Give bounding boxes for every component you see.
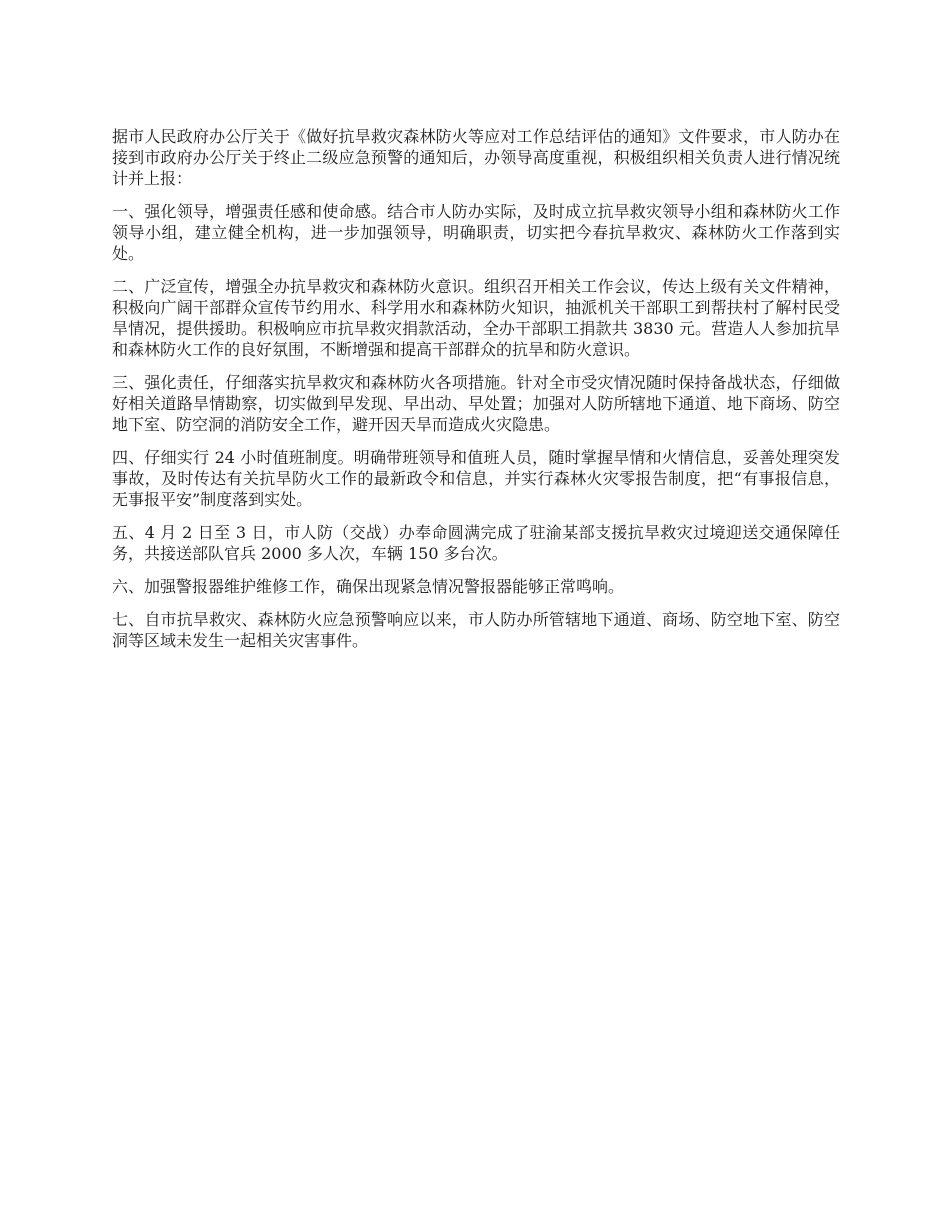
paragraph-item-4: 四、仔细实行 24 小时值班制度。明确带班领导和值班人员，随时掌握旱情和火情信息，妥善处理突发事故，及时传达有关抗旱防火工作的最新政令和信息，并实行森林火灾零报告制度，把“有事报信息，无事报平安”制度落到实处。 (112, 448, 840, 509)
paragraph-item-3: 三、强化责任，仔细落实抗旱救灾和森林防火各项措施。针对全市受灾情况随时保持备战状态，仔细做好相关道路旱情勘察，切实做到早发现、早出动、早处置；加强对人防所辖地下通道、地下商场、防空地下室、防空洞的消防安全工作，避开因天旱而造成火灾隐患。 (112, 373, 840, 434)
paragraph-item-7: 七、自市抗旱救灾、森林防火应急预警响应以来，市人防办所管辖地下通道、商场、防空地下室、防空洞等区域未发生一起相关灾害事件。 (112, 610, 840, 650)
document-body (112, 126, 840, 663)
paragraph-intro: 据市人民政府办公厅关于《做好抗旱救灾森林防火等应对工作总结评估的通知》文件要求，市人防办在接到市政府办公厅关于终止二级应急预警的通知后，办领导高度重视，积极组织相关负责人进行情况统计并上报： (112, 127, 840, 188)
paragraph-item-1: 一、强化领导，增强责任感和使命感。结合市人防办实际，及时成立抗旱救灾领导小组和森林防火工作领导小组，建立健全机构，进一步加强领导，明确职责，切实把今春抗旱救灾、森林防火工作落到实处。 (112, 202, 840, 263)
paragraph-item-5: 五、4 月 2 日至 3 日，市人防（交战）办奉命圆满完成了驻渝某部支援抗旱救灾过境迎送交通保障任务，共接送部队官兵 2000 多人次，车辆 150 多台次。 (112, 523, 840, 563)
paragraph-item-6: 六、加强警报器维护维修工作，确保出现紧急情况警报器能够正常鸣响。 (112, 577, 625, 596)
paragraph-item-2: 二、广泛宣传，增强全办抗旱救灾和森林防火意识。组织召开相关工作会议，传达上级有关文件精神，积极向广阔干部群众宣传节约用水、科学用水和森林防火知识，抽派机关干部职工到帮扶村了解村民受旱情况，提供援助。积极响应市抗旱救灾捐款活动，全办干部职工捐款共 3830 元。营造人人参加抗旱和森林防火工作的良好氛围，不断增强和提高干部群众的抗旱和防火意识。 (112, 277, 840, 359)
